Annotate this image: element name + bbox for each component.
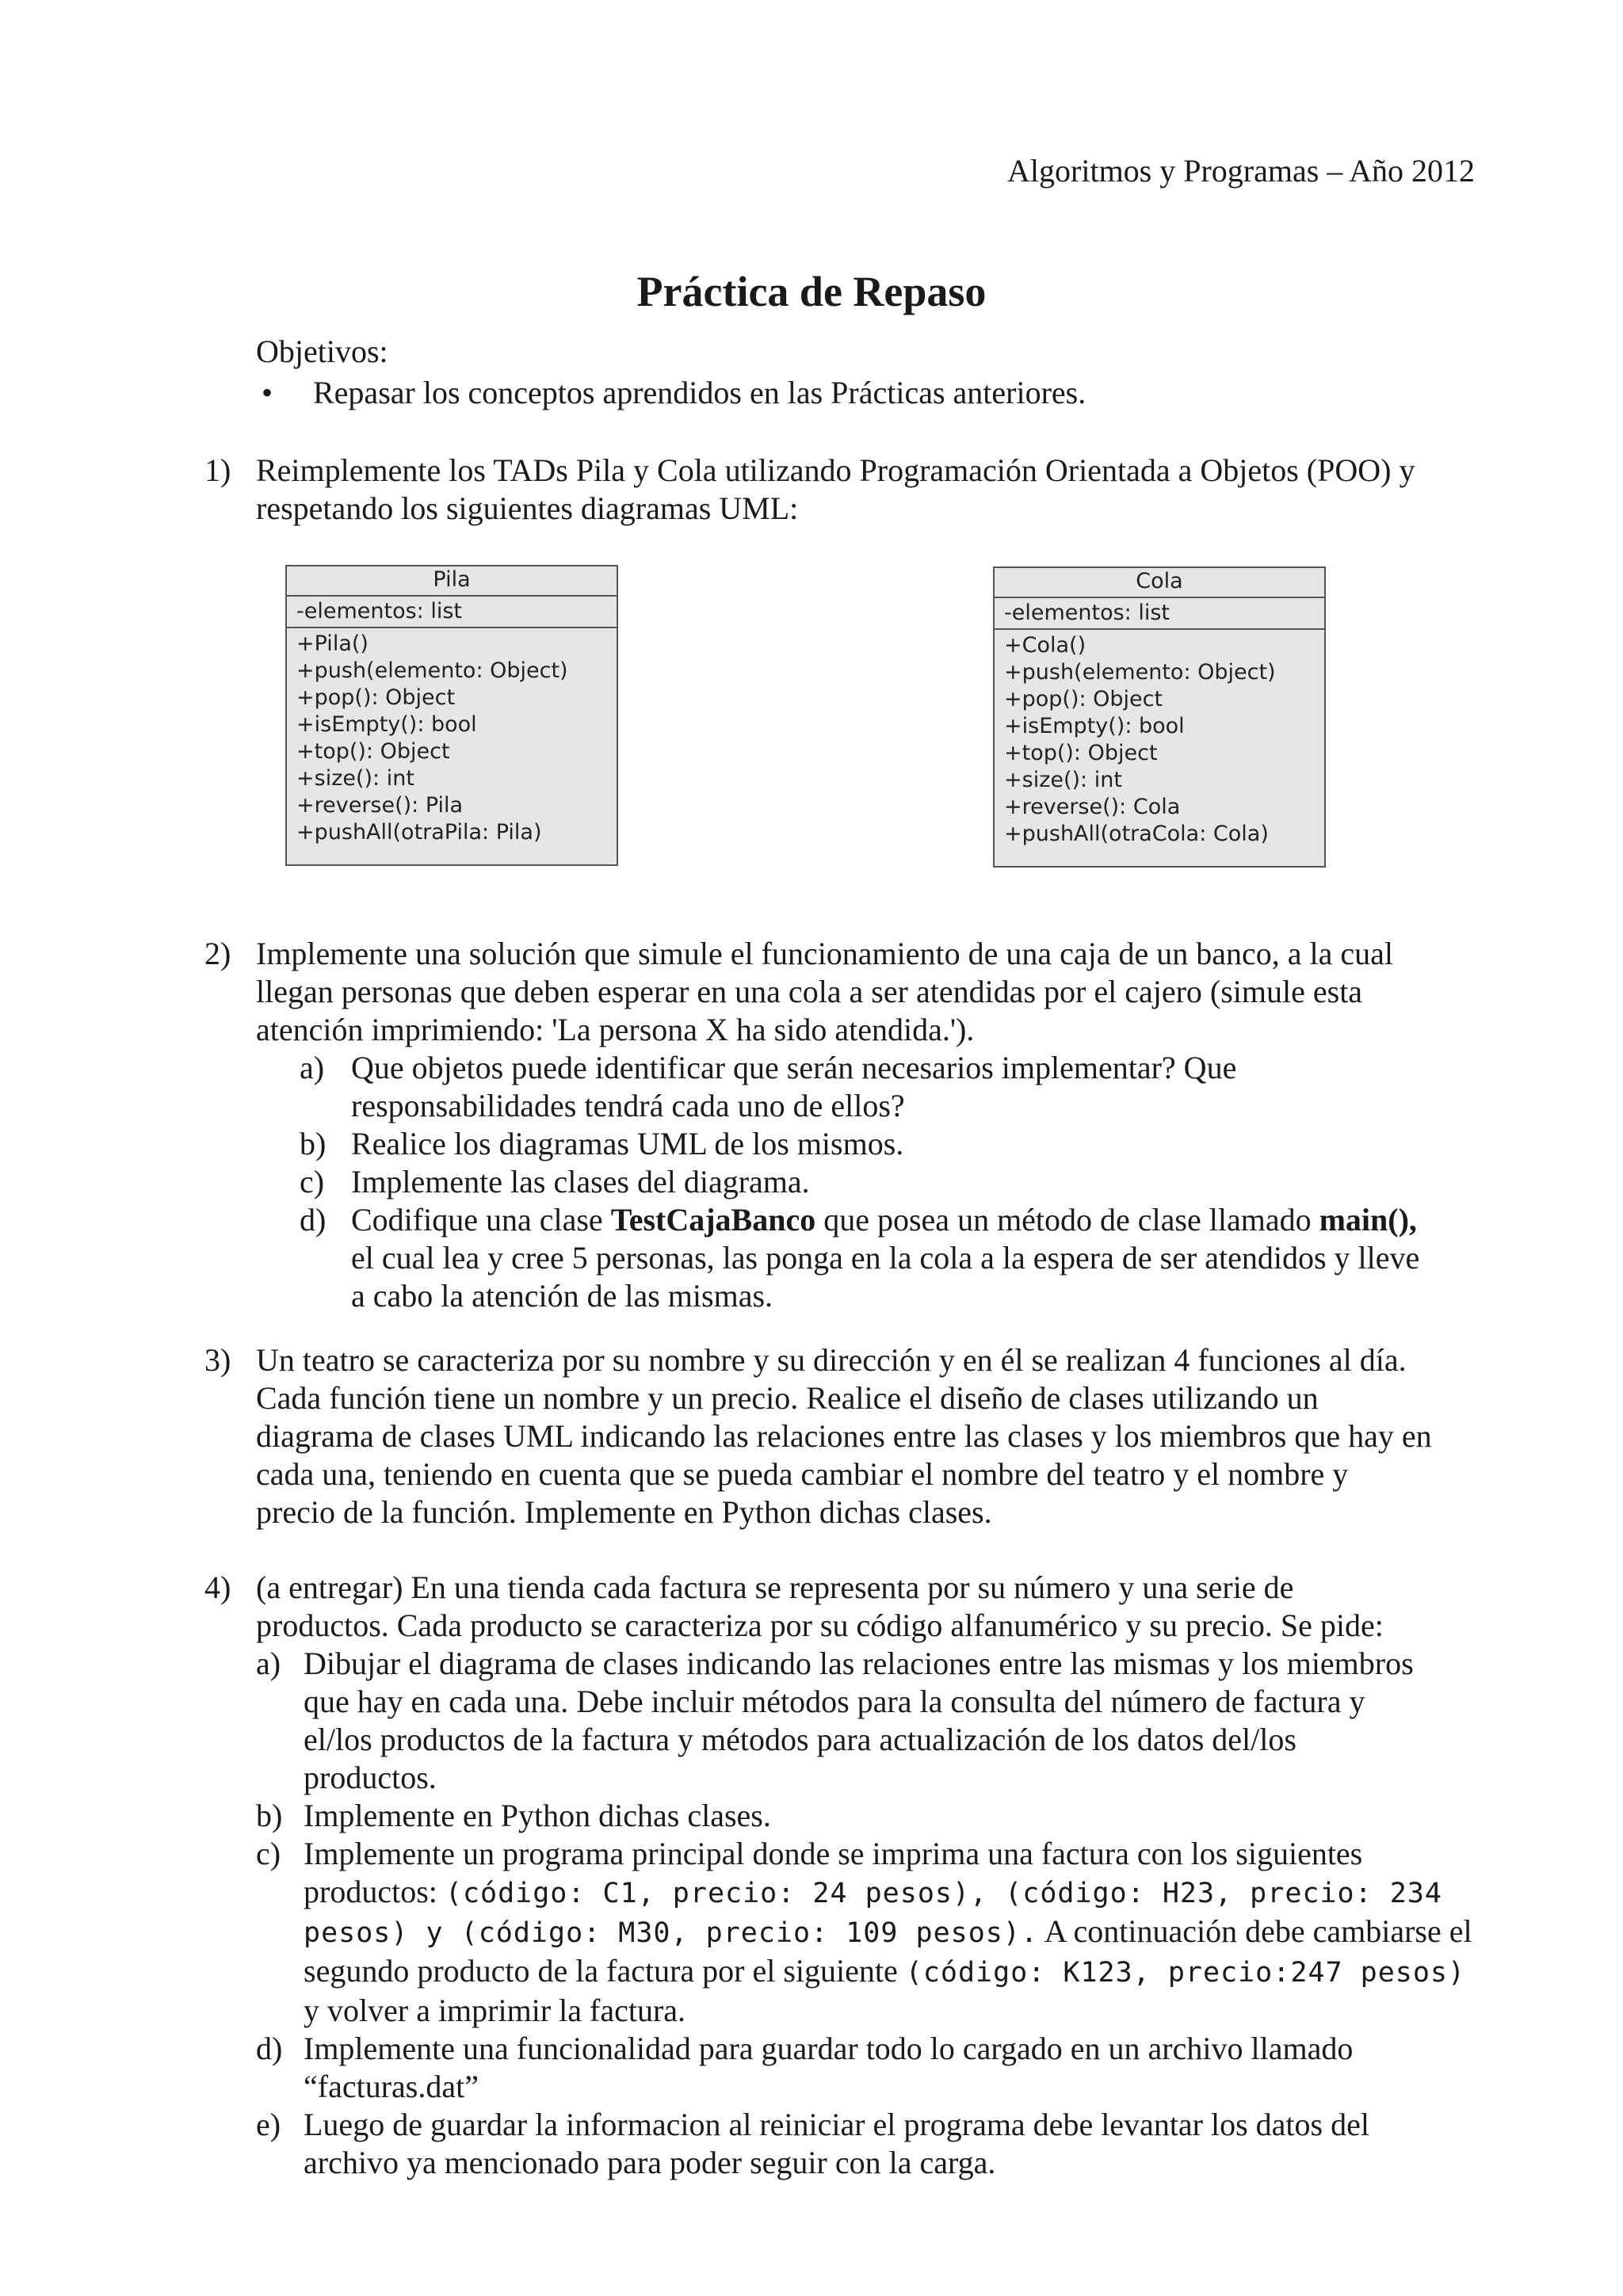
uml-class-name: Pila <box>287 566 617 597</box>
uml-attribute: -elementos: list <box>995 598 1324 630</box>
text-line: Dibujar el diagrama de clases indicando las relaciones entre las mismas y los miembros <box>304 1646 1414 1681</box>
sub-letter: a) <box>300 1050 325 1085</box>
exercise-number: 4) <box>204 1569 231 1605</box>
sub-item-d <box>256 2030 1488 2106</box>
sub-letter: e) <box>256 2107 281 2142</box>
uml-method: +push(elemento: Object) <box>296 658 568 683</box>
text-line: productos. Cada producto se caracteriza por su código alfanumérico y su precio. Se pide: <box>256 1608 1384 1643</box>
sub-letter: d) <box>256 2031 283 2066</box>
text-line: Cada función tiene un nombre y un precio. Realice el diseño de clases utilizando un <box>256 1380 1319 1416</box>
text-line: Implemente en Python dichas clases. <box>304 1798 771 1833</box>
objective-item: Repasar los conceptos aprendidos en las Prácticas anteriores. <box>313 375 1086 410</box>
exercise-number: 1) <box>204 452 231 488</box>
bullet-icon: • <box>262 375 273 410</box>
uml-method: +Pila() <box>296 631 369 656</box>
text-span: A continuación debe cambiarse el <box>1038 1913 1472 1949</box>
text-span: que posea un método de clase llamado <box>815 1202 1319 1238</box>
text-line <box>304 1952 1488 1992</box>
text-line: diagrama de clases UML indicando las relaciones entre las clases y los miembros que hay en <box>256 1418 1432 1454</box>
sub-item-d <box>256 1201 1488 1315</box>
sub-letter: c) <box>256 1836 281 1871</box>
text-line: respetando los siguientes diagramas UML: <box>256 490 799 526</box>
text-line: productos. <box>304 1760 437 1795</box>
uml-method: +pushAll(otraCola: Cola) <box>1004 822 1269 846</box>
text-line <box>304 1913 1488 1952</box>
uml-attribute: -elementos: list <box>287 597 617 628</box>
exercise-1 <box>204 452 1488 531</box>
text-line: a cabo la atención de las mismas. <box>351 1278 773 1314</box>
sub-item-a <box>256 1645 1488 1797</box>
method-name-bold: main(), <box>1319 1202 1417 1238</box>
objectives-label: Objetivos: <box>256 334 388 369</box>
exercise-number: 2) <box>204 936 231 971</box>
uml-method: +pop(): Object <box>296 685 456 710</box>
text-line: Implemente una solución que simule el funcionamiento de una caja de un banco, a la cual <box>256 936 1394 971</box>
class-name-bold: TestCajaBanco <box>610 1202 816 1238</box>
exercise-body <box>256 1341 1488 1531</box>
sub-letter: b) <box>300 1126 327 1161</box>
text-span: productos: <box>304 1874 445 1909</box>
uml-methods <box>995 630 1324 848</box>
uml-method: +reverse(): Pila <box>296 793 464 818</box>
uml-class-pila <box>285 565 618 866</box>
uml-class-name: Cola <box>995 568 1324 598</box>
sub-letter: c) <box>300 1164 325 1199</box>
sub-item-c <box>256 1163 1488 1201</box>
text-line <box>304 1873 1488 1913</box>
text-line: “facturas.dat” <box>304 2069 479 2104</box>
text-line: responsabilidades tendrá cada uno de ellos? <box>351 1088 905 1123</box>
exercise-body <box>256 452 1488 528</box>
text-span: Codifique una clase <box>351 1202 611 1238</box>
code-span: (código: C1, precio: 24 pesos), (código: H23, precio: 234 <box>445 1878 1442 1909</box>
text-line: que hay en cada una. Debe incluir métodos para la consulta del número de factura y <box>304 1684 1365 1719</box>
exercise-body <box>256 1569 1488 2182</box>
text-line: Implemente una funcionalidad para guardar todo lo cargado en un archivo llamado <box>304 2031 1354 2066</box>
text-line <box>351 1201 1488 1239</box>
uml-method: +reverse(): Cola <box>1004 795 1181 819</box>
uml-method: +size(): int <box>1004 768 1122 792</box>
sub-item-c <box>256 1835 1488 2030</box>
text-line: precio de la función. Implemente en Python dichas clases. <box>256 1494 992 1530</box>
text-line: Reimplemente los TADs Pila y Cola utilizando Programación Orientada a Objetos (POO) y <box>256 452 1415 488</box>
text-line: cada una, teniendo en cuenta que se pueda cambiar el nombre del teatro y el nombre y <box>256 1456 1349 1492</box>
sub-item-e <box>256 2106 1488 2182</box>
text-line: Realice los diagramas UML de los mismos. <box>351 1126 904 1161</box>
uml-method: +pushAll(otraPila: Pila) <box>296 820 542 845</box>
exercise-body <box>256 935 1488 1315</box>
uml-method: +size(): int <box>296 766 414 791</box>
uml-method: +pop(): Object <box>1004 687 1163 711</box>
uml-class-cola <box>993 566 1326 868</box>
sub-item-b <box>256 1125 1488 1163</box>
exercise-3 <box>204 1341 1488 1539</box>
sub-item-b <box>256 1797 1488 1835</box>
uml-method: +top(): Object <box>296 739 450 764</box>
uml-method: +isEmpty(): bool <box>296 712 477 737</box>
uml-method: +Cola() <box>1004 633 1086 658</box>
text-line: (a entregar) En una tienda cada factura se representa por su número y una serie de <box>256 1569 1294 1605</box>
exercise-2 <box>204 935 1488 1315</box>
uml-methods <box>287 628 617 846</box>
text-line: llegan personas que deben esperar en una cola a ser atendidas por el cajero (simule esta <box>256 974 1363 1009</box>
code-span: pesos) y (código: M30, precio: 109 pesos). <box>304 1917 1039 1949</box>
text-line: Implemente las clases del diagrama. <box>351 1164 810 1199</box>
sub-letter: b) <box>256 1798 283 1833</box>
text-line: Que objetos puede identificar que serán necesarios implementar? Que <box>351 1050 1237 1085</box>
exercise-4 <box>204 1569 1488 2187</box>
course-header: Algoritmos y Programas – Año 2012 <box>1007 153 1475 189</box>
sub-letter: a) <box>256 1646 281 1681</box>
text-line: el/los productos de la factura y métodos para actualización de los datos del/los <box>304 1722 1296 1757</box>
sub-item-a <box>256 1049 1488 1125</box>
text-line: Implemente un programa principal donde se imprima una factura con los siguientes <box>304 1836 1363 1871</box>
text-line: Un teatro se caracteriza por su nombre y su dirección y en él se realizan 4 funciones al día. <box>256 1342 1407 1378</box>
text-span: segundo producto de la factura por el siguiente <box>304 1953 906 1989</box>
uml-method: +top(): Object <box>1004 741 1158 765</box>
text-line: archivo ya mencionado para poder seguir con la carga. <box>304 2145 996 2180</box>
exercise-number: 3) <box>204 1342 231 1378</box>
text-line: y volver a imprimir la factura. <box>304 1993 686 2028</box>
text-line: Luego de guardar la informacion al reiniciar el programa debe levantar los datos del <box>304 2107 1369 2142</box>
text-line: atención imprimiendo: 'La persona X ha sido atendida.'). <box>256 1012 975 1047</box>
uml-method: +isEmpty(): bool <box>1004 714 1185 738</box>
text-line: el cual lea y cree 5 personas, las ponga en la cola a la espera de ser atendidos y lleve <box>351 1240 1420 1276</box>
page-title: Práctica de Repaso <box>636 268 987 315</box>
sub-letter: d) <box>300 1202 327 1238</box>
code-span: (código: K123, precio:247 pesos) <box>905 1957 1466 1989</box>
uml-method: +push(elemento: Object) <box>1004 660 1276 685</box>
